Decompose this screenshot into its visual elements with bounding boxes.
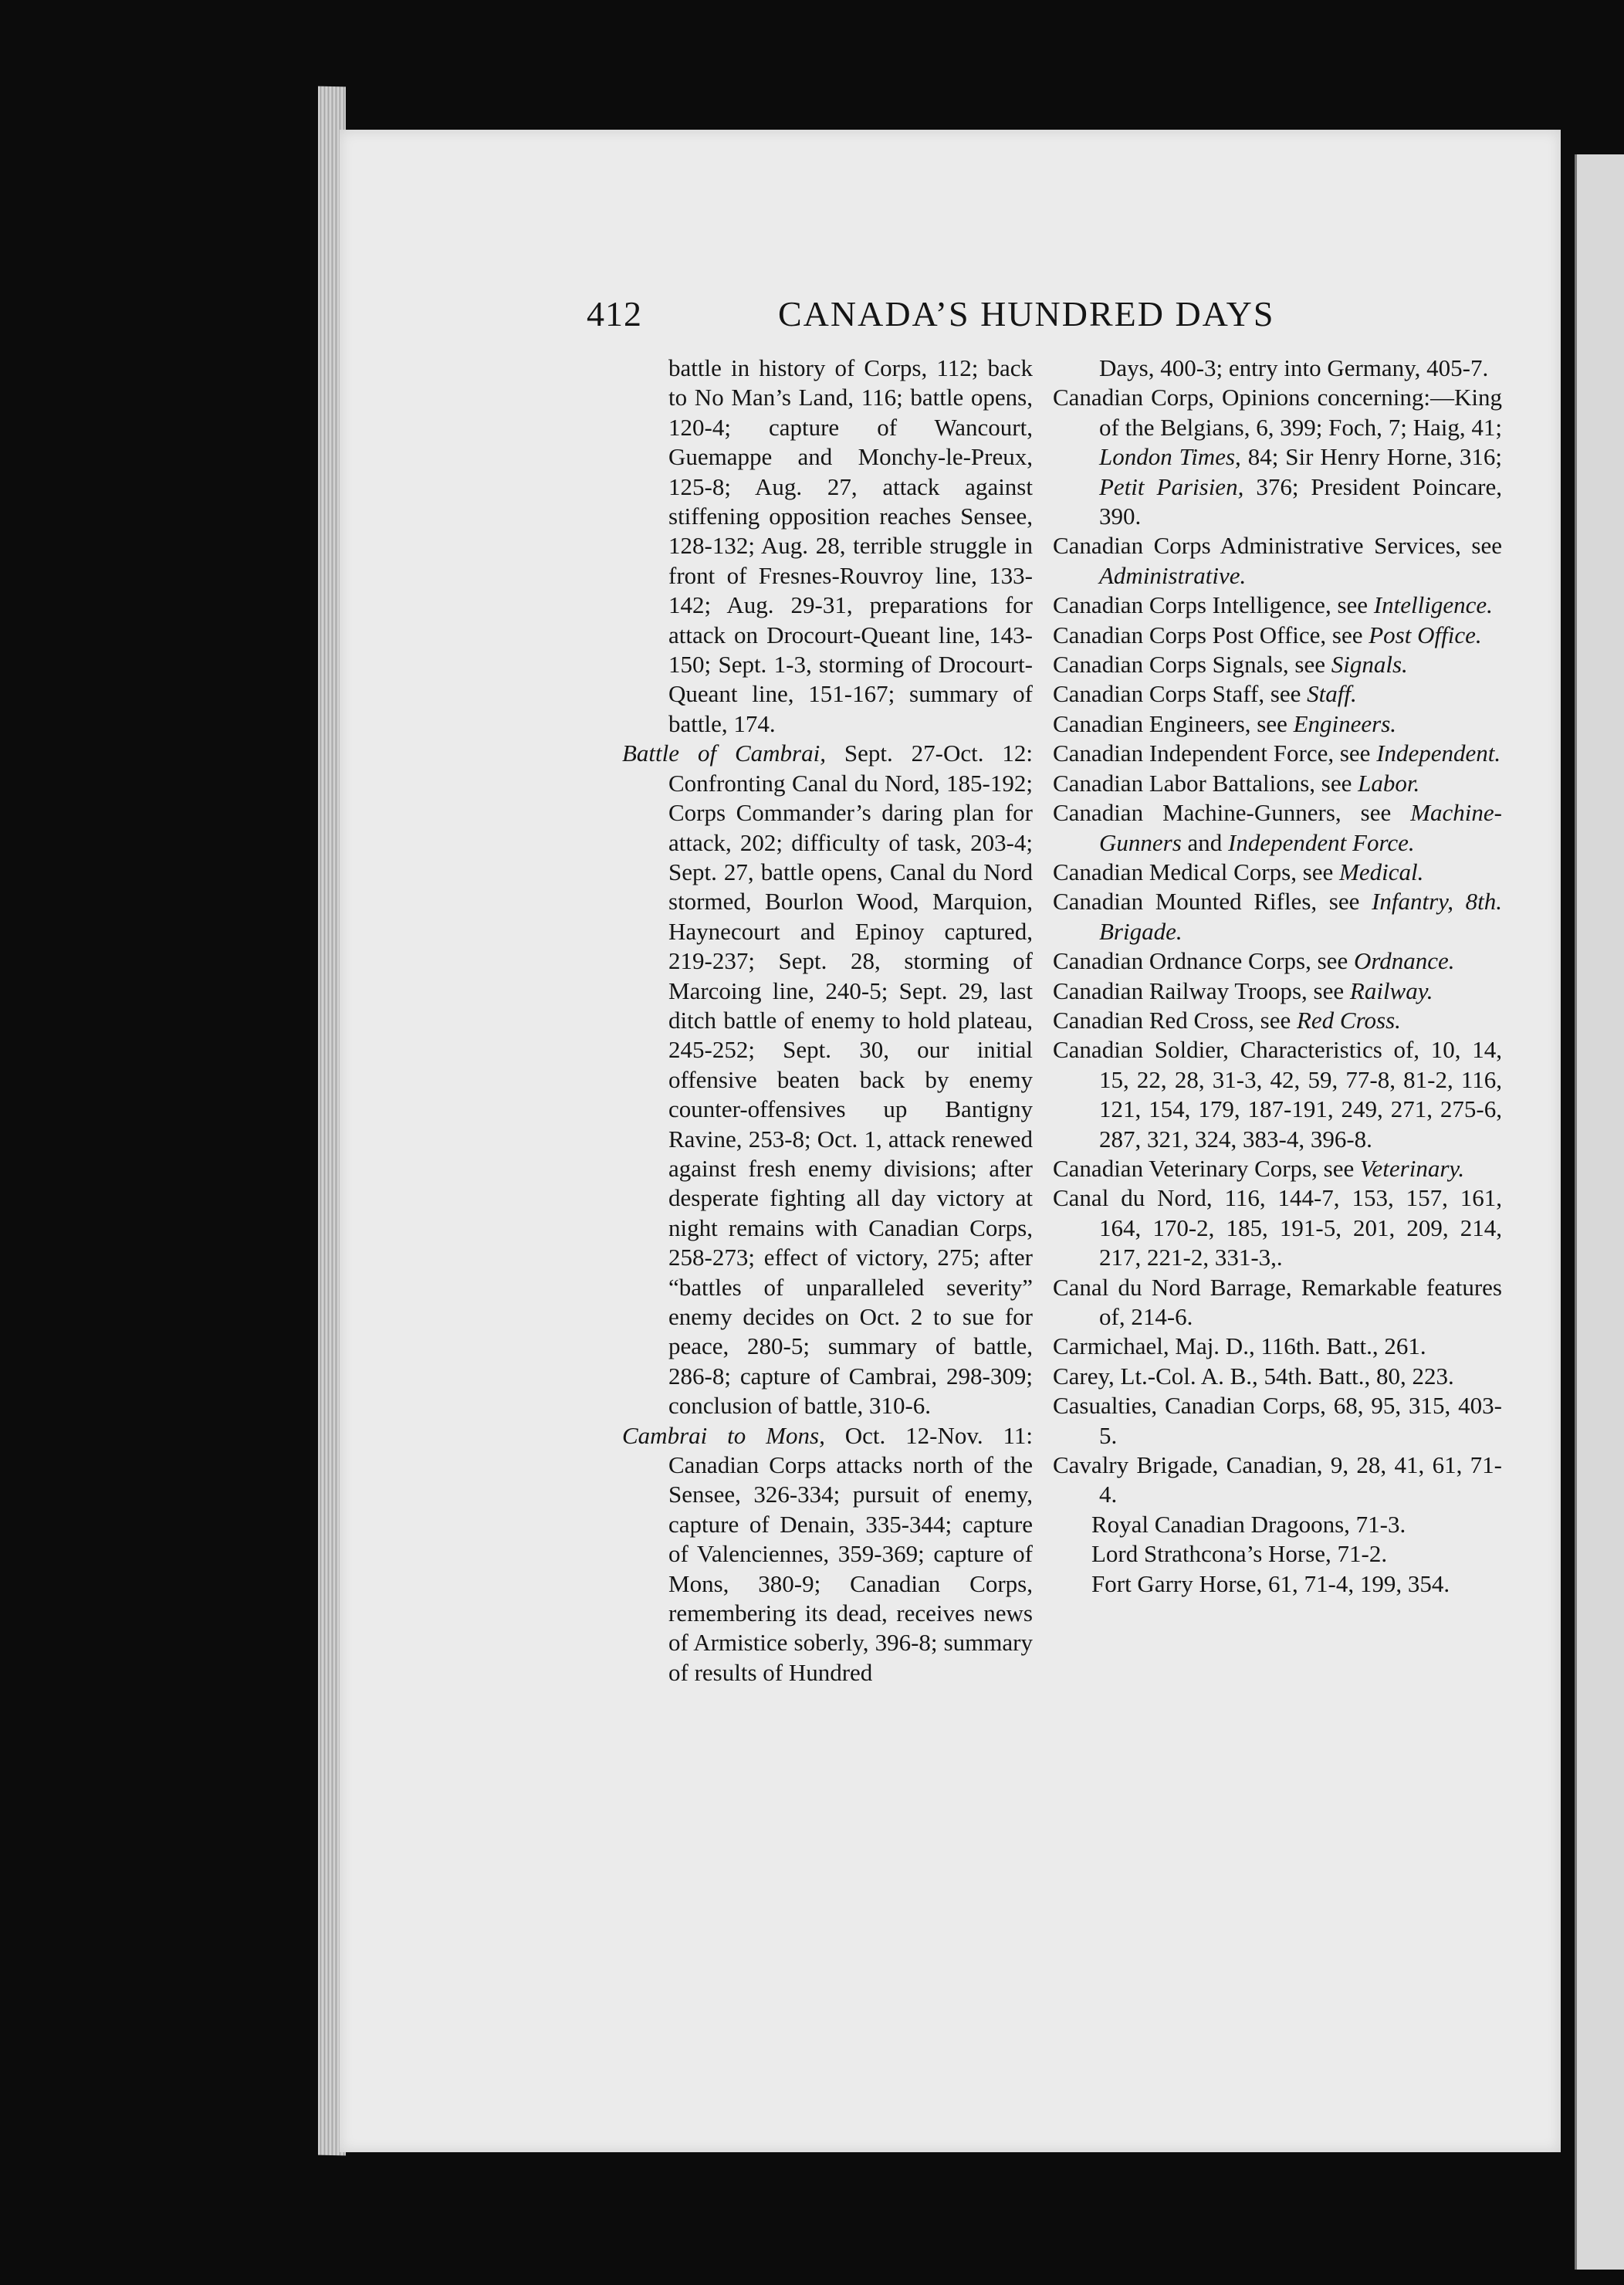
running-title: CANADA’S HUNDRED DAYS xyxy=(778,294,1275,333)
index-entry xyxy=(622,1421,1033,1688)
index-entry-italic-text: Independent Force. xyxy=(1228,828,1415,856)
index-entry xyxy=(1053,1510,1502,1539)
index-entry-text: 84; Sir Henry Horne, 316; xyxy=(1240,443,1502,471)
index-entry-text: Canadian Medical Corps, see xyxy=(1053,858,1340,885)
index-entry-text: Canadian Machine-Gunners, see xyxy=(1053,799,1411,827)
index-entry-italic-text: Ordnance. xyxy=(1353,947,1455,975)
index-entry xyxy=(1053,679,1502,709)
index-entry-text: Oct. 12-Nov. 11: Canadian Corps attacks north of the Sensee, 326-334; pursuit of enemy, capture of Denain, 335-344; capture of Valenciennes, 359-369; capture of Mons, 380-9; Canadian Corps, remembering its dead, receives news of Armistice soberly, 396-8; summary of results of Hundred xyxy=(668,1421,1033,1686)
index-entry-italic-text: Administrative. xyxy=(1099,561,1247,589)
index-entry xyxy=(1053,1391,1502,1451)
index-entry-italic-text: Engineers. xyxy=(1293,709,1397,737)
index-entry xyxy=(1053,709,1502,739)
index-entry-text: Canadian Corps Signals, see xyxy=(1053,651,1331,679)
index-entry xyxy=(1053,798,1502,858)
index-entry xyxy=(1053,769,1502,798)
index-entry-text: Lord Strathcona’s Horse, 71-2. xyxy=(1091,1540,1388,1568)
index-entry xyxy=(1053,1569,1502,1599)
index-entry-text: and xyxy=(1181,828,1229,856)
index-entry-text: Canadian Corps Intelligence, see xyxy=(1053,591,1374,619)
index-entry-text: Canadian Ordnance Corps, see xyxy=(1053,947,1354,975)
index-entry xyxy=(1053,887,1502,946)
index-entry xyxy=(1053,858,1502,887)
index-entry-text: Canal du Nord, 116, 144-7, 153, 157, 161, 164, 170-2, 185, 191-5, 201, 209, 214, 217, 221-2, 331-3,. xyxy=(1053,1184,1502,1271)
index-entry-text: Canal du Nord Barrage, Remarkable features of, 214-6. xyxy=(1053,1273,1502,1330)
index-entry-text: Canadian Labor Battalions, see xyxy=(1053,769,1358,797)
index-entry xyxy=(1053,383,1502,531)
index-entry xyxy=(1053,1154,1502,1183)
index-entry-italic-text: Intelligence. xyxy=(1373,591,1493,619)
index-entry-italic-text: Staff. xyxy=(1307,680,1357,708)
index-entry-italic-text: Cambrai to Mons, xyxy=(622,1421,825,1449)
index-entry-italic-text: Medical. xyxy=(1339,858,1424,885)
index-entry-text: Carey, Lt.-Col. A. B., 54th. Batt., 80, 223. xyxy=(1053,1362,1454,1390)
index-entry-text: Days, 400-3; entry into Germany, 405-7. xyxy=(1099,354,1489,381)
index-entry-italic-text: Infantry, 8th. Brigade. xyxy=(1099,888,1503,945)
index-entry-text: Cavalry Brigade, Canadian, 9, 28, 41, 61, 71-4. xyxy=(1053,1451,1502,1508)
index-entry-text: Canadian Independent Force, see xyxy=(1053,740,1377,767)
index-entry-text: Canadian Corps, Opinions concerning:—King of the Belgians, 6, 399; Foch, 7; Haig, 41; xyxy=(1053,384,1502,441)
index-entry-text: Canadian Veterinary Corps, see xyxy=(1053,1154,1361,1182)
index-entry xyxy=(1053,1451,1502,1510)
index-entry xyxy=(1053,1035,1502,1154)
index-entry-text: Casualties, Canadian Corps, 68, 95, 315, 403-5. xyxy=(1053,1392,1502,1449)
index-entry-italic-text: Battle of Cambrai, xyxy=(622,740,826,767)
index-entry xyxy=(1053,1332,1502,1361)
index-entry-text: Carmichael, Maj. D., 116th. Batt., 261. xyxy=(1053,1332,1426,1360)
facing-page-edge xyxy=(1575,154,1624,2270)
index-column-right xyxy=(1053,354,1502,1599)
index-entry xyxy=(622,739,1033,1420)
index-entry-italic-text: Independent. xyxy=(1376,740,1501,767)
index-entry xyxy=(1053,739,1502,768)
index-entry-text: Canadian Engineers, see xyxy=(1053,709,1294,737)
index-entry xyxy=(1053,650,1502,679)
page-number: 412 xyxy=(587,294,642,333)
index-entry xyxy=(1053,354,1502,383)
index-entry-italic-text: London Times, xyxy=(1099,443,1241,471)
index-entry xyxy=(1053,621,1502,650)
index-entry-text: Canadian Corps Post Office, see xyxy=(1053,621,1369,648)
index-entry xyxy=(1053,531,1502,591)
index-entry-text: 376; President Poincare, 390. xyxy=(1099,472,1502,530)
index-column-left xyxy=(622,354,1033,1688)
index-entry xyxy=(1053,1273,1502,1332)
index-entry-italic-text: Petit Parisien, xyxy=(1099,472,1244,500)
index-entry-text: Canadian Soldier, Characteristics of, 10, 14, 15, 22, 28, 31-3, 42, 59, 77-8, 81-2, 116, 121, 154, 179, 187-191, 249, 271, 275-6, 287, 321, 324, 383-4, 396-8. xyxy=(1053,1036,1502,1153)
index-entry xyxy=(1053,946,1502,976)
index-entry-text: Canadian Corps Staff, see xyxy=(1053,680,1308,708)
index-entry-italic-text: Signals. xyxy=(1331,651,1408,679)
index-entry xyxy=(1053,977,1502,1006)
index-entry xyxy=(1053,1183,1502,1272)
index-entry xyxy=(622,354,1033,739)
index-entry-italic-text: Railway. xyxy=(1349,977,1433,1004)
index-entry-text: Canadian Mounted Rifles, see xyxy=(1053,888,1372,916)
index-entry-text: Fort Garry Horse, 61, 71-4, 199, 354. xyxy=(1091,1569,1450,1597)
index-entry-italic-text: Post Office. xyxy=(1369,621,1482,648)
index-entry-text: Canadian Red Cross, see xyxy=(1053,1006,1297,1034)
index-entry-text: Royal Canadian Dragoons, 71-3. xyxy=(1091,1510,1406,1538)
index-entry xyxy=(1053,1362,1502,1391)
index-entry xyxy=(1053,1006,1502,1035)
index-entry-italic-text: Machine-Gunners xyxy=(1099,799,1502,856)
index-entry-text: Sept. 27-Oct. 12: Confronting Canal du Nord, 185-192; Corps Commander’s daring plan for attack, 202; difficulty of task, 203-4; Sept. 27, battle opens, Canal du Nord stormed, Bourlon Wood, Marquion, Haynecourt and Epinoy captured, 219-237; Sept. 28, storming of Marcoing line, 240-5; Sept. 29, last ditch battle of enemy to hold plateau, 245-252; Sept. 30, our initial offensive beaten back by enemy counter-offensives up Bantigny Ravine, 253-8; Oct. 1, attack renewed against fresh enemy divisions; after desperate fighting all day victory at night remains with Canadian Corps, 258-273; effect of victory, 275; after “battles of unparalleled severity” enemy decides on Oct. 2 to sue for peace, 280-5; summary of battle, 286-8; capture of Cambrai, 298-309; conclusion of battle, 310-6. xyxy=(668,740,1034,1420)
index-entry-italic-text: Red Cross. xyxy=(1296,1006,1401,1034)
index-entry-text: battle in history of Corps, 112; back to No Man’s Land, 116; battle opens, 120-4; capture of Wancourt, Guemappe and Monchy-le-Preux, 125-8; Aug. 27, attack against stiffening opposition reaches Sensee, 128-132; Aug. 28, terrible struggle in front of Fresnes-Rouvroy line, 133-142; Aug. 29-31, preparations for attack on Drocourt-Queant line, 143-150; Sept. 1-3, storming of Drocourt-Queant line, 151-167; summary of battle, 174. xyxy=(668,354,1033,737)
index-entry-italic-text: Labor. xyxy=(1358,769,1420,797)
index-entry xyxy=(1053,1539,1502,1569)
index-entry-italic-text: Veterinary. xyxy=(1360,1154,1465,1182)
index-entry-text: Canadian Railway Troops, see xyxy=(1053,977,1350,1004)
index-entry-text: Canadian Corps Administrative Services, see xyxy=(1053,532,1502,560)
index-entry xyxy=(1053,591,1502,620)
